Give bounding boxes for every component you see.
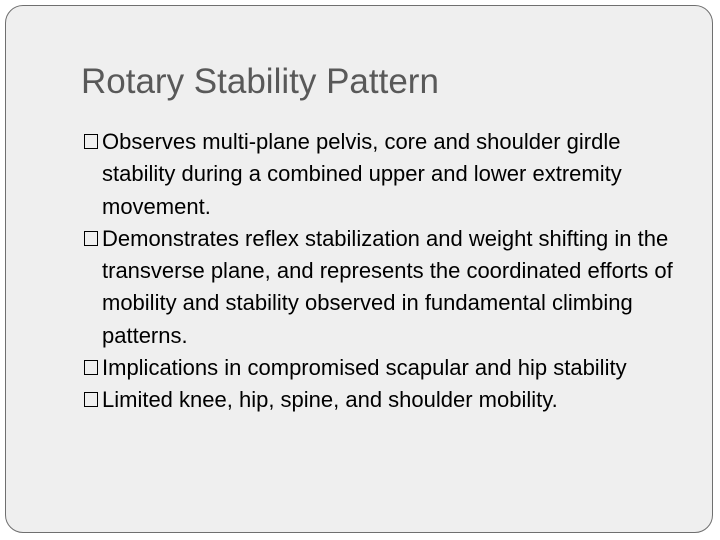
bullet-text: Demonstrates reflex stabilization and weight shifting in the transverse plane, and represents the coordinated efforts of mobility and stability observed in fundamental climbing patterns. xyxy=(102,225,673,348)
slide xyxy=(5,5,713,533)
box-bullet-icon xyxy=(84,392,98,407)
bullet-item-1 xyxy=(6,126,692,223)
box-bullet-icon xyxy=(84,134,98,149)
box-bullet-icon xyxy=(84,231,98,246)
bullet-item-2 xyxy=(6,223,692,352)
bullet-item-4 xyxy=(6,384,692,416)
box-bullet-icon xyxy=(84,360,98,375)
bullet-text: Implications in compromised scapular and hip stability xyxy=(102,355,627,381)
bullet-text: Limited knee, hip, spine, and shoulder mobility. xyxy=(102,387,558,413)
bullet-text: Observes multi-plane pelvis, core and shoulder girdle stability during a combined upper and lower extremity movement. xyxy=(102,129,622,219)
bullet-item-3 xyxy=(6,352,692,384)
bullet-list xyxy=(6,126,692,417)
slide-title: Rotary Stability Pattern xyxy=(81,62,439,101)
